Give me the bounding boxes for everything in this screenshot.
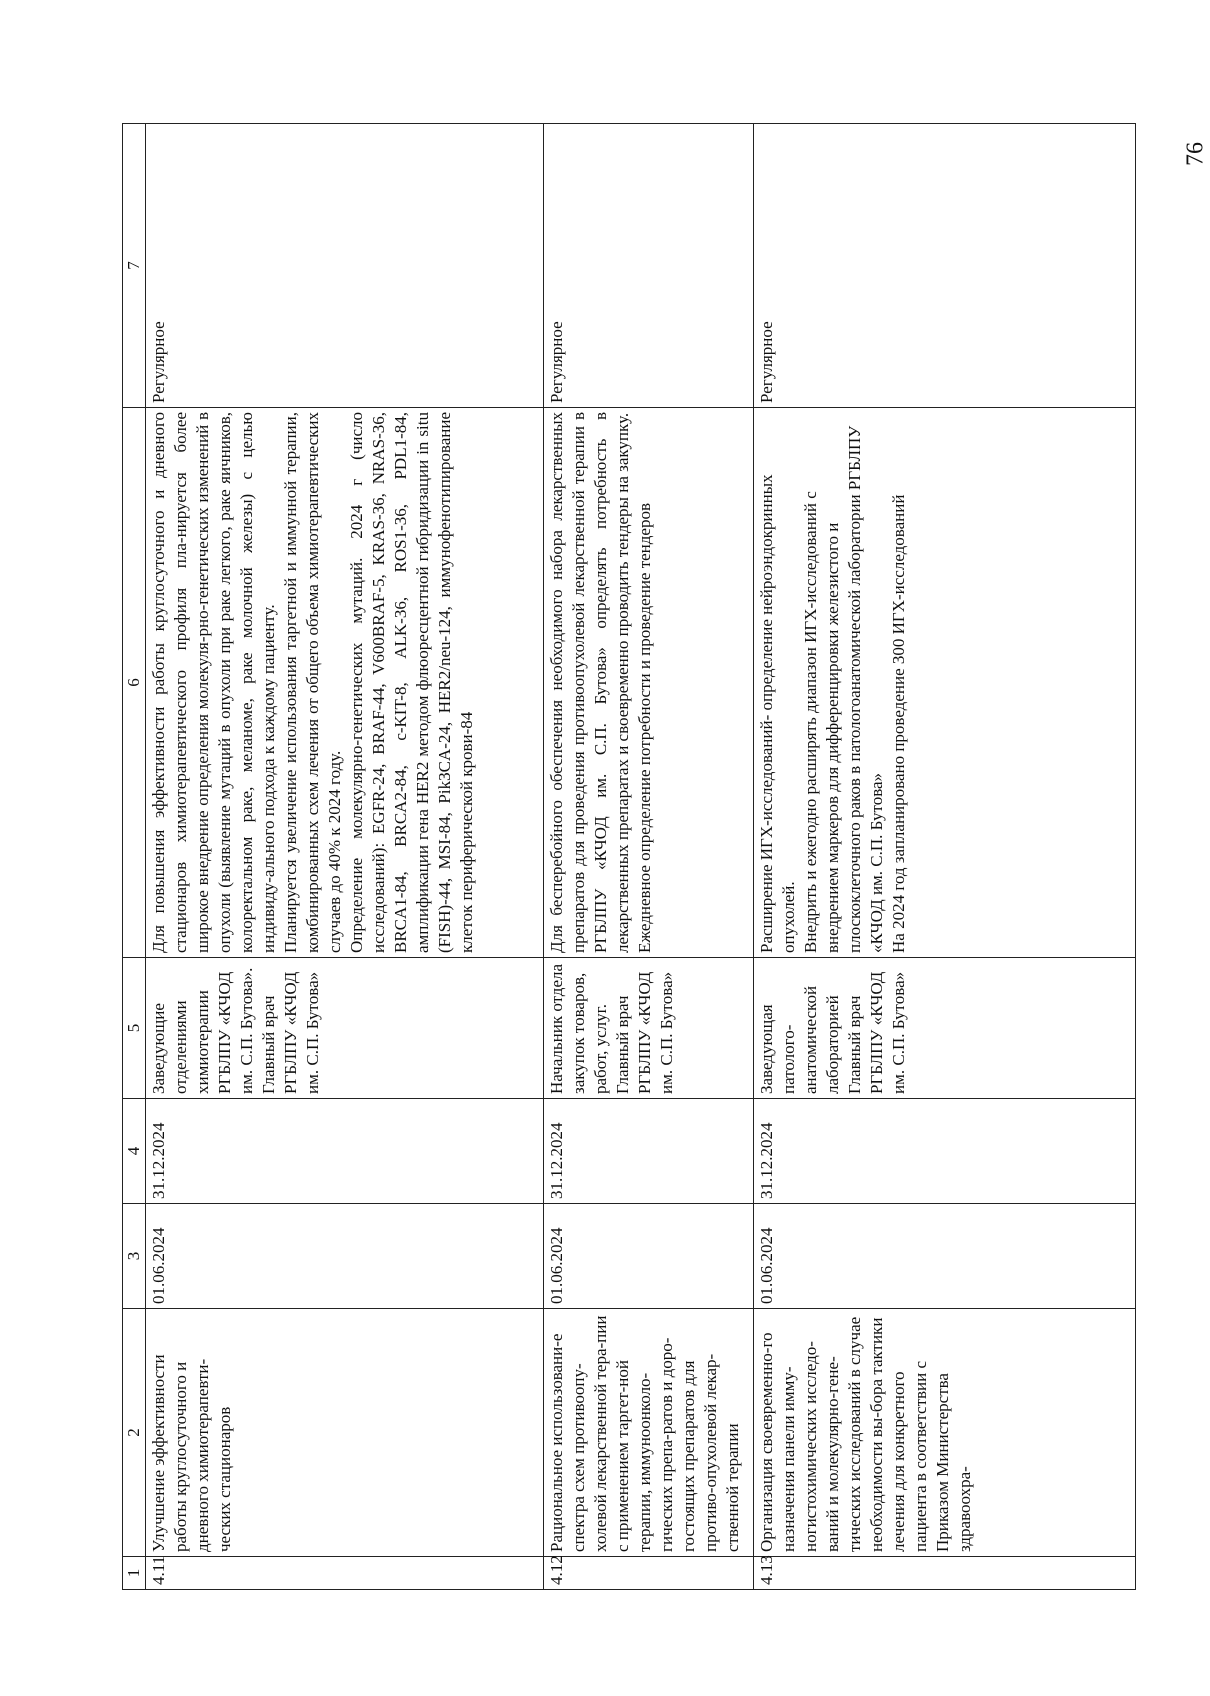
header-col-6: 6 bbox=[123, 408, 146, 958]
result-paragraph: На 2024 год запланировано проведение 300 ИГХ-исследований bbox=[889, 494, 908, 953]
result-cell bbox=[146, 408, 544, 958]
start-date-cell: 01.06.2024 bbox=[754, 1204, 1136, 1309]
header-col-2: 2 bbox=[123, 1309, 146, 1557]
header-col-3: 3 bbox=[123, 1204, 146, 1309]
responsible-cell: Начальник отдела закупок товаров, работ, услуг. Главный врач РГБЛПУ «КЧОД им. С.П. Бутова» bbox=[544, 958, 754, 1099]
header-row bbox=[123, 124, 146, 1590]
end-date-cell: 31.12.2024 bbox=[544, 1099, 754, 1204]
row-number: 4.12 bbox=[544, 1557, 754, 1590]
plan-table bbox=[122, 123, 1136, 1590]
start-date-cell: 01.06.2024 bbox=[146, 1204, 544, 1309]
periodicity-cell: Регулярное bbox=[754, 124, 1136, 408]
result-paragraph: Определение молекулярно-генетических мутаций. 2024 г (число исследований): EGFR-24, BRAF-44, V600BRAF-5, KRAS-36, NRAS-36, BRCA1-84, BRCA2-84, c-KIT-8, ALK-36, ROS1-36, PDL1-84, амплификации гена HER2 методом флюоресцентной гибридизации in situ (FISH)-44, MSI-84, Pik3CA-24, HER2/neu-124, иммунофенотипирование клеток периферической крови-84 bbox=[347, 412, 476, 953]
periodicity-cell: Регулярное bbox=[544, 124, 754, 408]
end-date-cell: 31.12.2024 bbox=[754, 1099, 1136, 1204]
result-paragraph: Ежедневное определение потребности и проведение тендеров bbox=[635, 502, 654, 953]
measure-cell: Улучшение эффективности работы круглосуточного и дневного химиотерапевти-ческих стационаров bbox=[146, 1309, 544, 1557]
table-row-4-11 bbox=[146, 124, 544, 1590]
result-paragraph: Внедрить и ежегодно расширять диапазон ИГХ-исследований с внедрением маркеров для дифференцировки железистого и плоскоклеточного раков в патологоанатомической лаборатории РГБЛПУ «КЧОД им. С.П. Бутова» bbox=[801, 425, 886, 953]
result-paragraph: Для бесперебойного обеспечения необходимого набора лекарственных препаратов для проведения противоопухолевой лекарственной терапии в РГБЛПУ «КЧОД им. С.П. Бутова» определять потребность в лекарственных препаратах и своевременно проводить тендеры на закупку. bbox=[547, 412, 632, 953]
table-row-4-12 bbox=[544, 124, 754, 1590]
periodicity-cell: Регулярное bbox=[146, 124, 544, 408]
result-paragraph: Планируется увеличение использования таргетной и иммунной терапии, комбинированных схем лечения от общего объема химиотерапевтических случаев до 40% к 2024 году. bbox=[281, 412, 344, 953]
responsible-cell: Заведующие отделениями химиотерапии РГБЛПУ «КЧОД им. С.П. Бутова». Главный врач РГБЛПУ «КЧОД им. С.П. Бутова» bbox=[146, 958, 544, 1099]
start-date-cell: 01.06.2024 bbox=[544, 1204, 754, 1309]
header-col-4: 4 bbox=[123, 1099, 146, 1204]
responsible-cell: Заведующая патолого-анатомической лабораторией Главный врач РГБЛПУ «КЧОД им. С.П. Бутова» bbox=[754, 958, 1136, 1099]
measure-cell: Организация своевременно-го назначения панели имму-ногистохимических исследо-ваний и молекулярно-гене-тических исследований в случае необходимости вы-бора тактики лечения для конкретного пациента в соответствии с Приказом Министерства здравоохра- bbox=[754, 1309, 1136, 1557]
header-col-7: 7 bbox=[123, 124, 146, 408]
measure-cell: Рациональное использовани-е спектра схем противоопу-холевой лекарственной тера-пии с применением таргет-ной терапии, иммуноонколо-гических препа-ратов и доро-гостоящих препаратов для противо-опухолевой лекар-ственной терапии bbox=[544, 1309, 754, 1557]
row-number: 4.11 bbox=[146, 1557, 544, 1590]
table-row-4-13 bbox=[754, 124, 1136, 1590]
row-number: 4.13 bbox=[754, 1557, 1136, 1590]
result-cell bbox=[544, 408, 754, 958]
result-paragraph: Для повышения эффективности работы круглосуточного и дневного стационаров химиотерапевтического профиля пла-нируется более широкое внедрение определения молекуля-рно-генетических изменений в опухоли (выявление мутаций в опухоли при раке легкого, раке яичников, колоректальном раке, меланоме, раке молочной железы) с целью индивиду-ального подхода к каждому пациенту. bbox=[149, 412, 278, 953]
rotated-table-container bbox=[122, 124, 1134, 1590]
page-number: 76 bbox=[1182, 142, 1209, 166]
result-cell bbox=[754, 408, 1136, 958]
header-col-1: 1 bbox=[123, 1557, 146, 1590]
end-date-cell: 31.12.2024 bbox=[146, 1099, 544, 1204]
result-paragraph: Расширение ИГХ-исследований- определение нейроэндокринных опухолей. bbox=[757, 474, 798, 953]
header-col-5: 5 bbox=[123, 958, 146, 1099]
